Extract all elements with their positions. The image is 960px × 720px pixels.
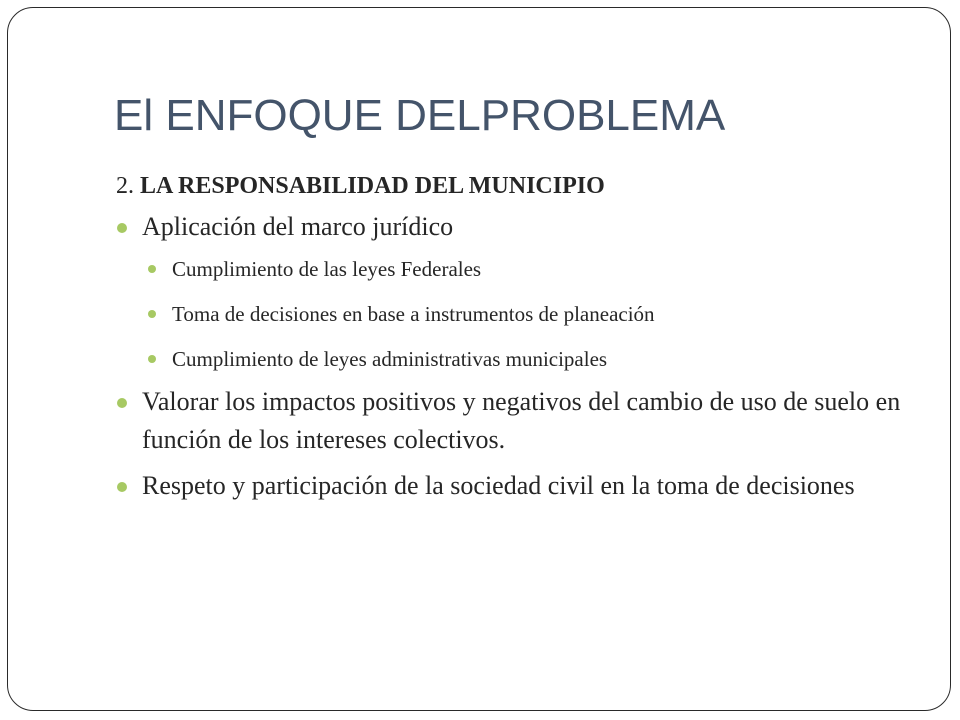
bullet-text: Respeto y participación de la sociedad civil en la toma de decisiones	[142, 471, 855, 500]
bullet-dot-icon	[148, 265, 156, 273]
subheading-bold-text: LA RESPONSABILIDAD DEL MUNICIPIO	[140, 173, 605, 199]
slide-content	[116, 168, 916, 513]
bullet-dot-icon	[117, 482, 127, 492]
sub-bullet-text: Cumplimiento de las leyes Federales	[172, 257, 482, 281]
subheading-number: 2.	[116, 173, 140, 199]
sub-bullet-item-3	[116, 344, 916, 374]
sub-bullet-text: Cumplimiento de leyes administrativas municipales	[172, 347, 608, 371]
sub-bullet-item-1	[116, 254, 916, 284]
sub-bullet-text: Toma de decisiones en base a instrumentos de planeación	[172, 302, 655, 326]
bullet-dot-icon	[148, 310, 156, 318]
section-subheading	[116, 168, 916, 204]
bullet-item-1	[116, 208, 916, 246]
sub-bullet-item-2	[116, 299, 916, 329]
bullet-dot-icon	[148, 355, 156, 363]
bullet-text: Aplicación del marco jurídico	[142, 212, 454, 241]
bullet-dot-icon	[117, 223, 127, 233]
slide-frame	[7, 7, 951, 711]
bullet-item-2	[116, 383, 916, 459]
bullet-item-3	[116, 467, 916, 505]
slide-title: El ENFOQUE DELPROBLEMA	[114, 91, 726, 140]
bullet-dot-icon	[117, 398, 127, 408]
bullet-text: Valorar los impactos positivos y negativos del cambio de uso de suelo en función de los intereses colectivos.	[142, 387, 901, 454]
